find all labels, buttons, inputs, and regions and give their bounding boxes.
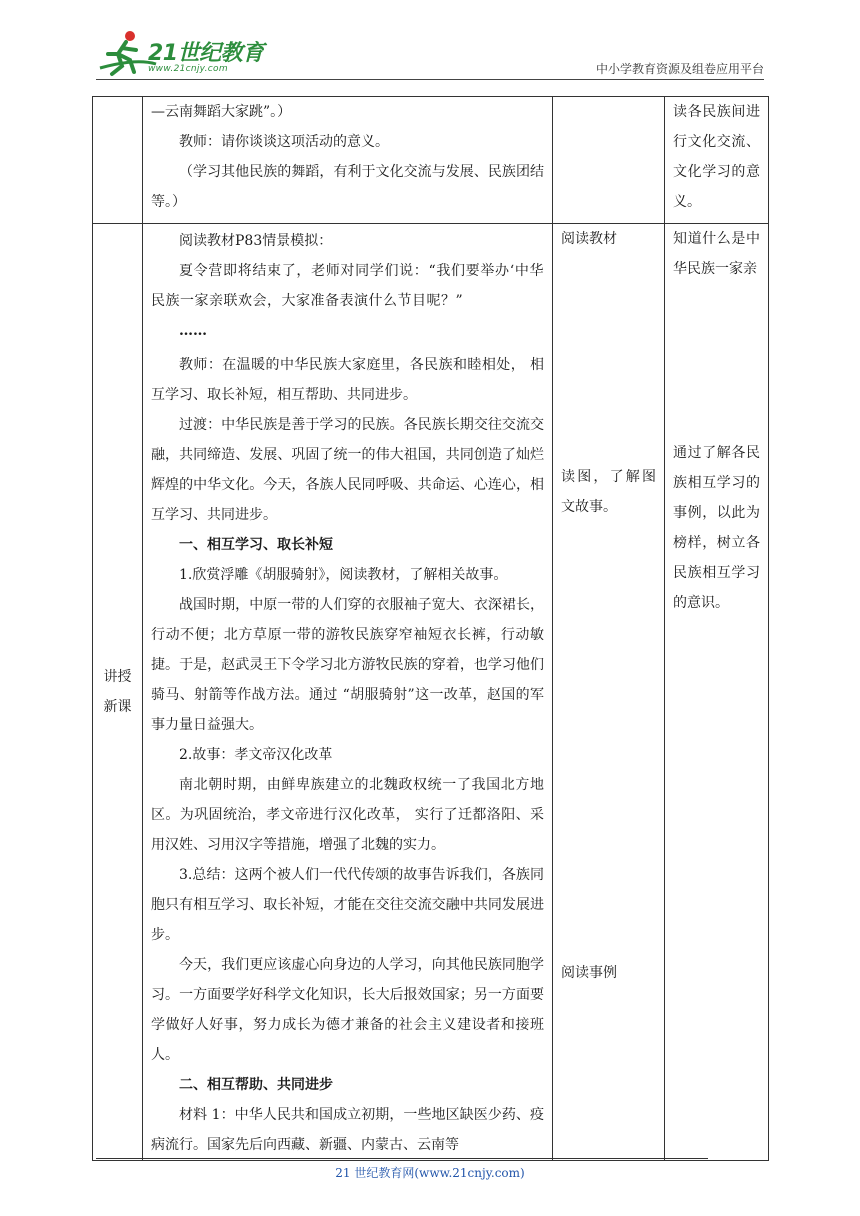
paragraph: 南北朝时期，由鲜卑族建立的北魏政权统一了我国北方地区。为巩固统治，孝文帝进行汉化改革， 实行了迁都洛阳、采用汉姓、习用汉字等措施，增强了北魏的实力。	[151, 777, 544, 853]
activity-text: 阅读教材	[561, 231, 617, 247]
stage-label: 讲授新课	[103, 669, 132, 715]
activity-text: 读图，了解图文故事。	[561, 469, 656, 515]
intent-cell	[665, 97, 769, 224]
paragraph: 今天，我们更应该虚心向身边的人学习，向其他民族同胞学习。一方面要学好科学文化知识，长大后报效国家；另一方面要学做好人好事，努力成长为德才兼备的社会主义建设者和接班人。	[151, 957, 544, 1063]
paragraph: 阅读教材P83情景模拟：	[179, 233, 333, 249]
paragraph: （学习其他民族的舞蹈，有利于文化交流与发展、民族团结等。）	[151, 164, 544, 210]
intent-text: 通过了解各民族相互学习的事例，以此为榜样，树立各民族相互学习的意识。	[673, 445, 760, 611]
stage-cell	[93, 97, 143, 224]
section-heading: 二、相互帮助、共同进步	[179, 1077, 333, 1093]
activity-text: 阅读事例	[561, 965, 617, 981]
student-activity-cell	[553, 224, 665, 1161]
paragraph: 2.故事：孝文帝汉化改革	[179, 747, 333, 763]
content-cell	[143, 97, 553, 224]
section-heading: 一、相互学习、取长补短	[179, 537, 333, 553]
logo-url: www.21cnjy.com	[148, 64, 228, 74]
paragraph: 教师：请你谈谈这项活动的意义。	[179, 134, 389, 150]
paragraph: 1.欣赏浮雕《胡服骑射》，阅读教材，了解相关故事。	[179, 567, 508, 583]
table-row	[93, 97, 769, 224]
paragraph: 夏令营即将结束了，老师对同学们说：“我们要举办‘中华民族一家亲联欢会，大家准备表演什么节目呢？”	[151, 263, 544, 309]
paragraph: 教师：在温暖的中华民族大家庭里，各民族和睦相处， 相互学习、取长补短，相互帮助、共同进步。	[151, 357, 544, 403]
paragraph: 过渡：中华民族是善于学习的民族。各民族长期交往交流交融，共同缔造、发展、巩固了统一的伟大祖国，共同创造了灿烂辉煌的中华文化。今天，各族人民同呼吸、共命运、心连心，相互学习、共同进步。	[151, 417, 544, 523]
intent-text: 读各民族间进行文化交流、文化学习的意义。	[673, 104, 760, 210]
footer-divider	[96, 1158, 708, 1159]
table-row	[93, 224, 769, 1161]
intent-cell	[665, 224, 769, 1161]
paragraph: 3.总结：这两个被人们一代代传颂的故事告诉我们，各族同胞只有相互学习、取长补短，才能在交往交流交融中共同发展进步。	[151, 867, 544, 943]
content-cell	[143, 224, 553, 1161]
paragraph: ……	[179, 323, 207, 339]
stage-cell	[93, 224, 143, 1161]
header-divider	[96, 79, 764, 80]
platform-name: 中小学教育资源及组卷应用平台	[595, 62, 764, 76]
paragraph: 战国时期，中原一带的人们穿的衣服袖子宽大、衣深裙长，行动不便；北方草原一带的游牧民族穿窄袖短衣长裤，行动敏捷。于是，赵武灵王下令学习北方游牧民族的穿着，也学习他们骑马、射箭等作战方法。通过 “胡服骑射”这一改革，赵国的军事力量日益强大。	[151, 597, 544, 733]
paragraph: —云南舞蹈大家跳”。）	[151, 104, 292, 120]
page-header	[0, 0, 860, 90]
paragraph: 材料 1：中华人民共和国成立初期，一些地区缺医少药、疫病流行。国家先后向西藏、新疆、内蒙古、云南等	[151, 1107, 544, 1153]
footer-text: 21 世纪教育网(www.21cnjy.com)	[335, 1166, 525, 1180]
logo-title: 21世纪教育	[148, 41, 264, 66]
student-activity-cell	[553, 97, 665, 224]
intent-text: 知道什么是中华民族一家亲	[673, 231, 760, 277]
lesson-plan-table	[92, 96, 769, 1161]
